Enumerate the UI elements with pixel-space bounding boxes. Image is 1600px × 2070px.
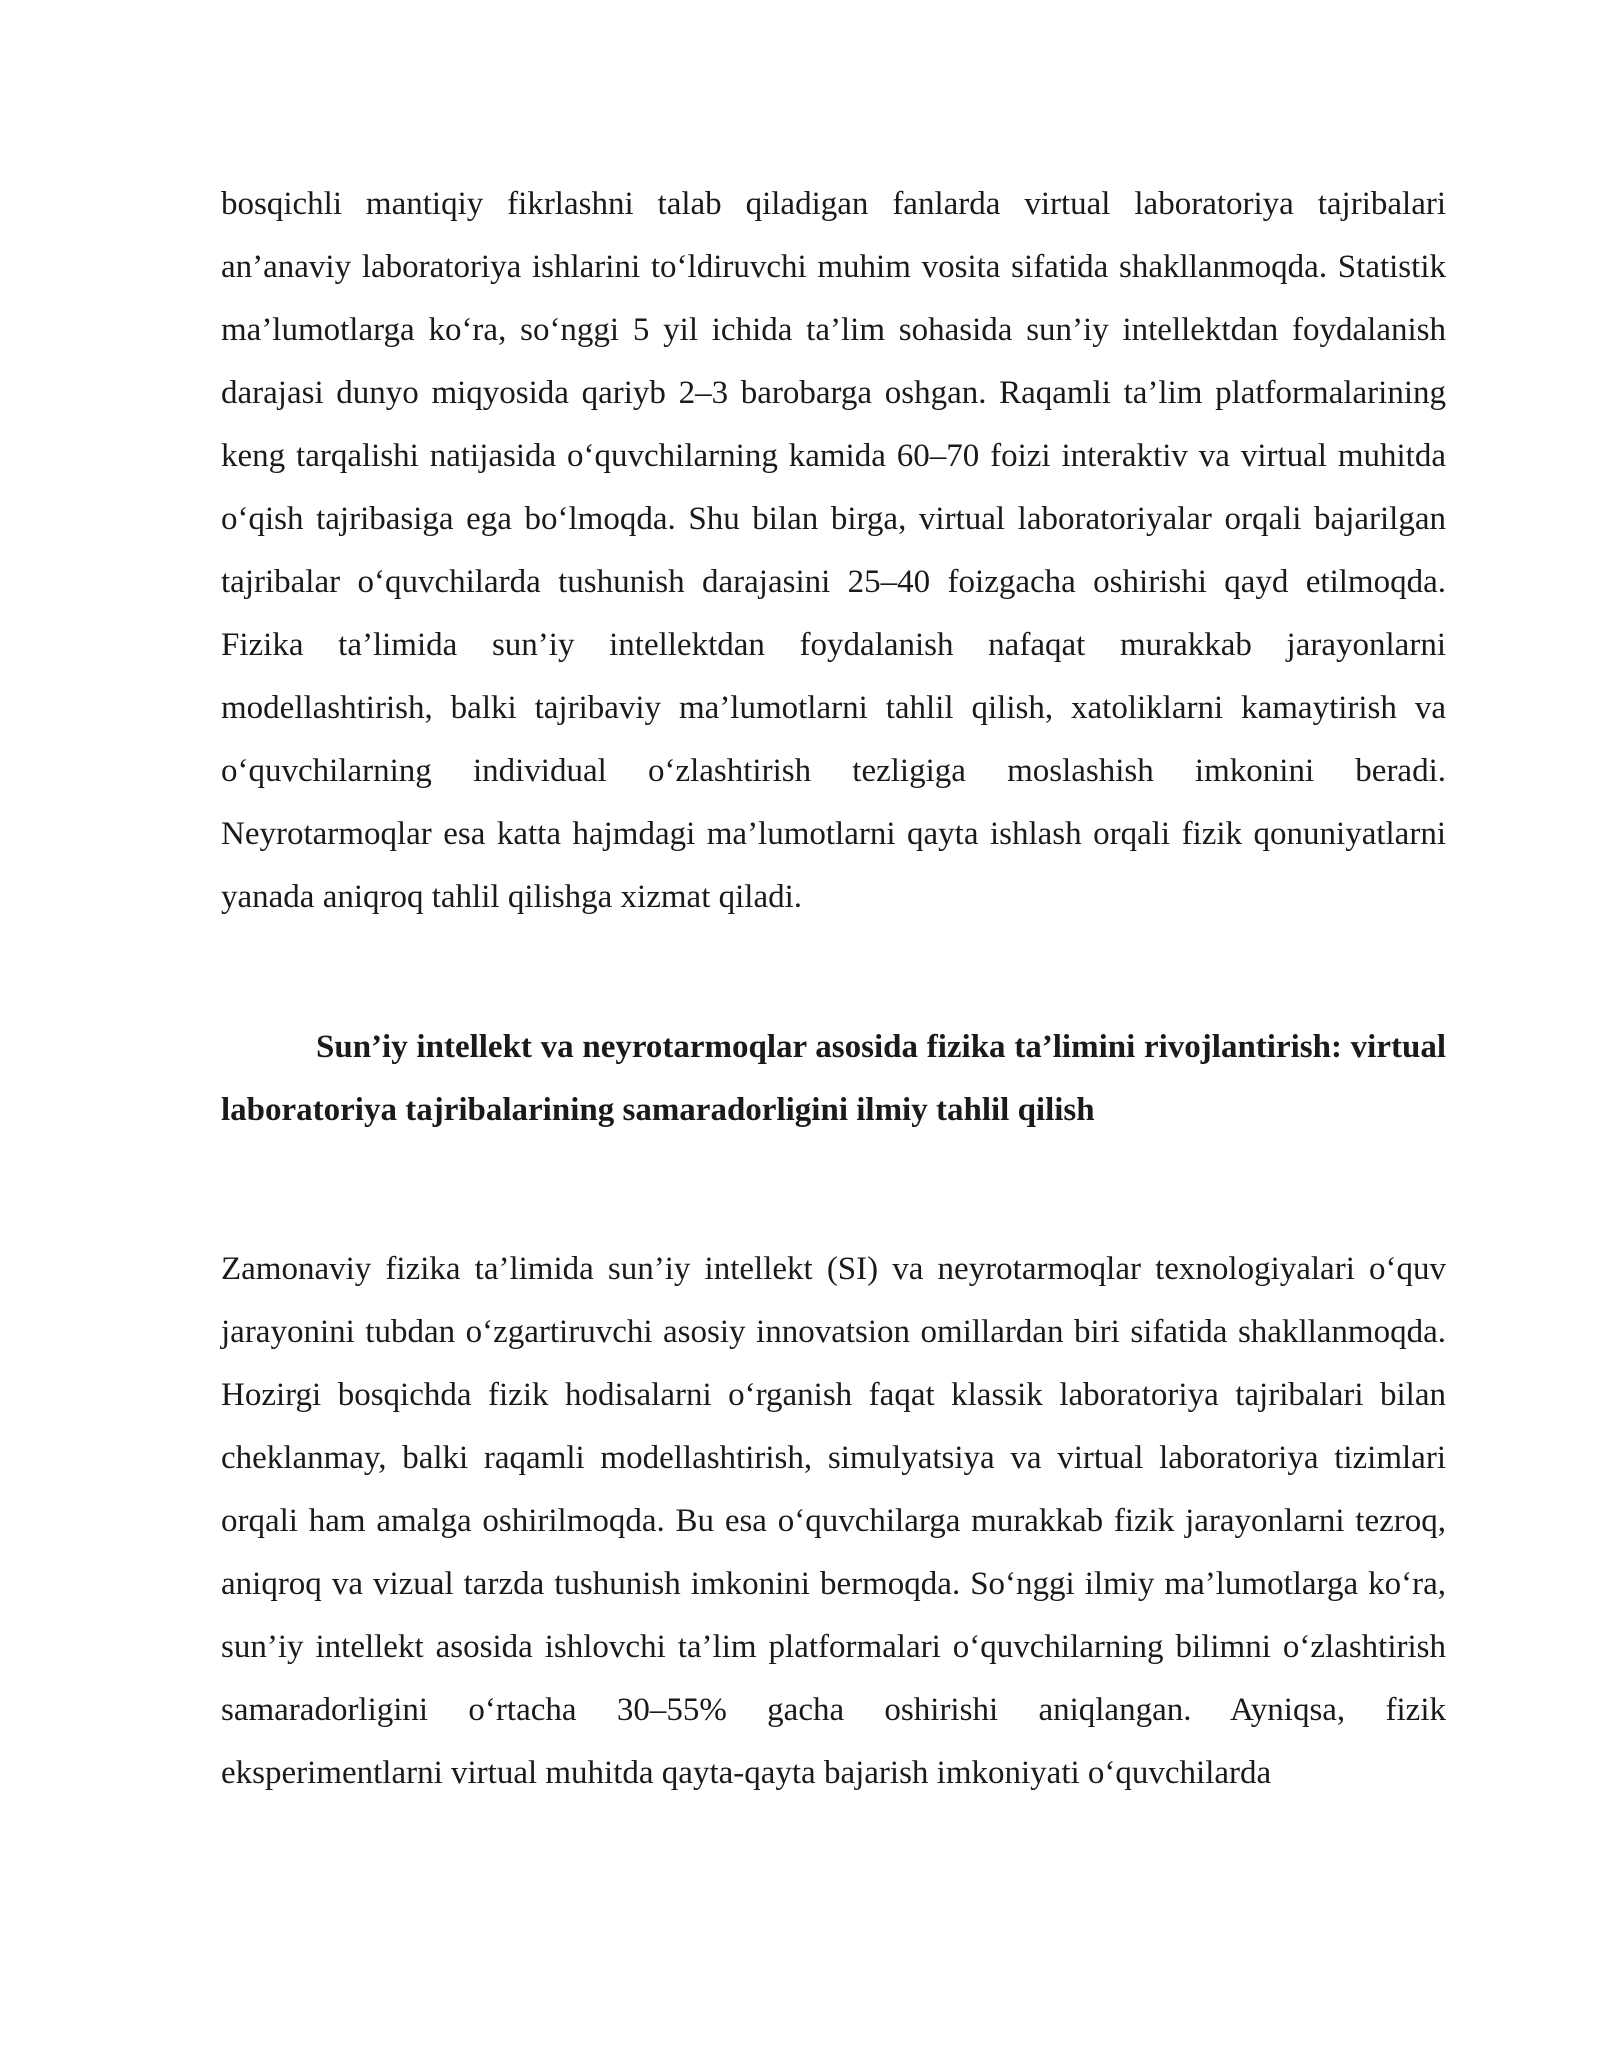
section-heading: Sun’iy intellekt va neyrotarmoqlar asosida fizika ta’limini rivojlantirish: virtual laboratoriya tajribalarining samaradorligini ilmiy tahlil qilish [221,1029,1446,1128]
body-paragraph: bosqichli mantiqiy fikrlashni talab qiladigan fanlarda virtual laboratoriya tajribalari an’anaviy laboratoriya ishlarini to‘ldiruvchi muhim vosita sifatida shakllanmoqda. Statistik ma’lumotlarga ko‘ra, so‘nggi 5 yil ichida ta’lim sohasida sun’iy intellektdan foydalanish darajasi dunyo miqyosida qariyb 2–3 barobarga oshgan. Raqamli ta’lim platformalarining keng tarqalishi natijasida o‘quvchilarning kamida 60–70 foizi interaktiv va virtual muhitda o‘qish tajribasiga ega bo‘lmoqda. Shu bilan birga, virtual laboratoriyalar orqali bajarilgan tajribalar o‘quvchilarda tushunish darajasini 25–40 foizgacha oshirishi qayd etilmoqda. Fizika ta’limida sun’iy intellektdan foydalanish nafaqat murakkab jarayonlarni modellashtirish, balki tajribaviy ma’lumotlarni tahlil qilish, xatoliklarni kamaytirish va o‘quvchilarning individual o‘zlashtirish tezligiga moslashish imkonini beradi. Neyrotarmoqlar esa katta hajmdagi ma’lumotlarni qayta ishlash orqali fizik qonuniyatlarni yanada aniqroq tahlil qilishga xizmat qiladi. [221,186,1446,915]
body-paragraph: Zamonaviy fizika ta’limida sun’iy intellekt (SI) va neyrotarmoqlar texnologiyalari o‘quv jarayonini tubdan o‘zgartiruvchi asosiy innovatsion omillardan biri sifatida shakllanmoqda. Hozirgi bosqichda fizik hodisalarni o‘rganish faqat klassik laboratoriya tajribalari bilan cheklanmay, balki raqamli modellashtirish, simulyatsiya va virtual laboratoriya tizimlari orqali ham amalga oshirilmoqda. Bu esa o‘quvchilarga murakkab fizik jarayonlarni tezroq, aniqroq va vizual tarzda tushunish imkonini bermoqda. So‘nggi ilmiy ma’lumotlarga ko‘ra, sun’iy intellekt asosida ishlovchi ta’lim platformalari o‘quvchilarning bilimni o‘zlashtirish samaradorligini o‘rtacha 30–55% gacha oshirishi aniqlangan. Ayniqsa, fizik eksperimentlarni virtual muhitda qayta-qayta bajarish imkoniyati o‘quvchilarda [221,1251,1446,1791]
